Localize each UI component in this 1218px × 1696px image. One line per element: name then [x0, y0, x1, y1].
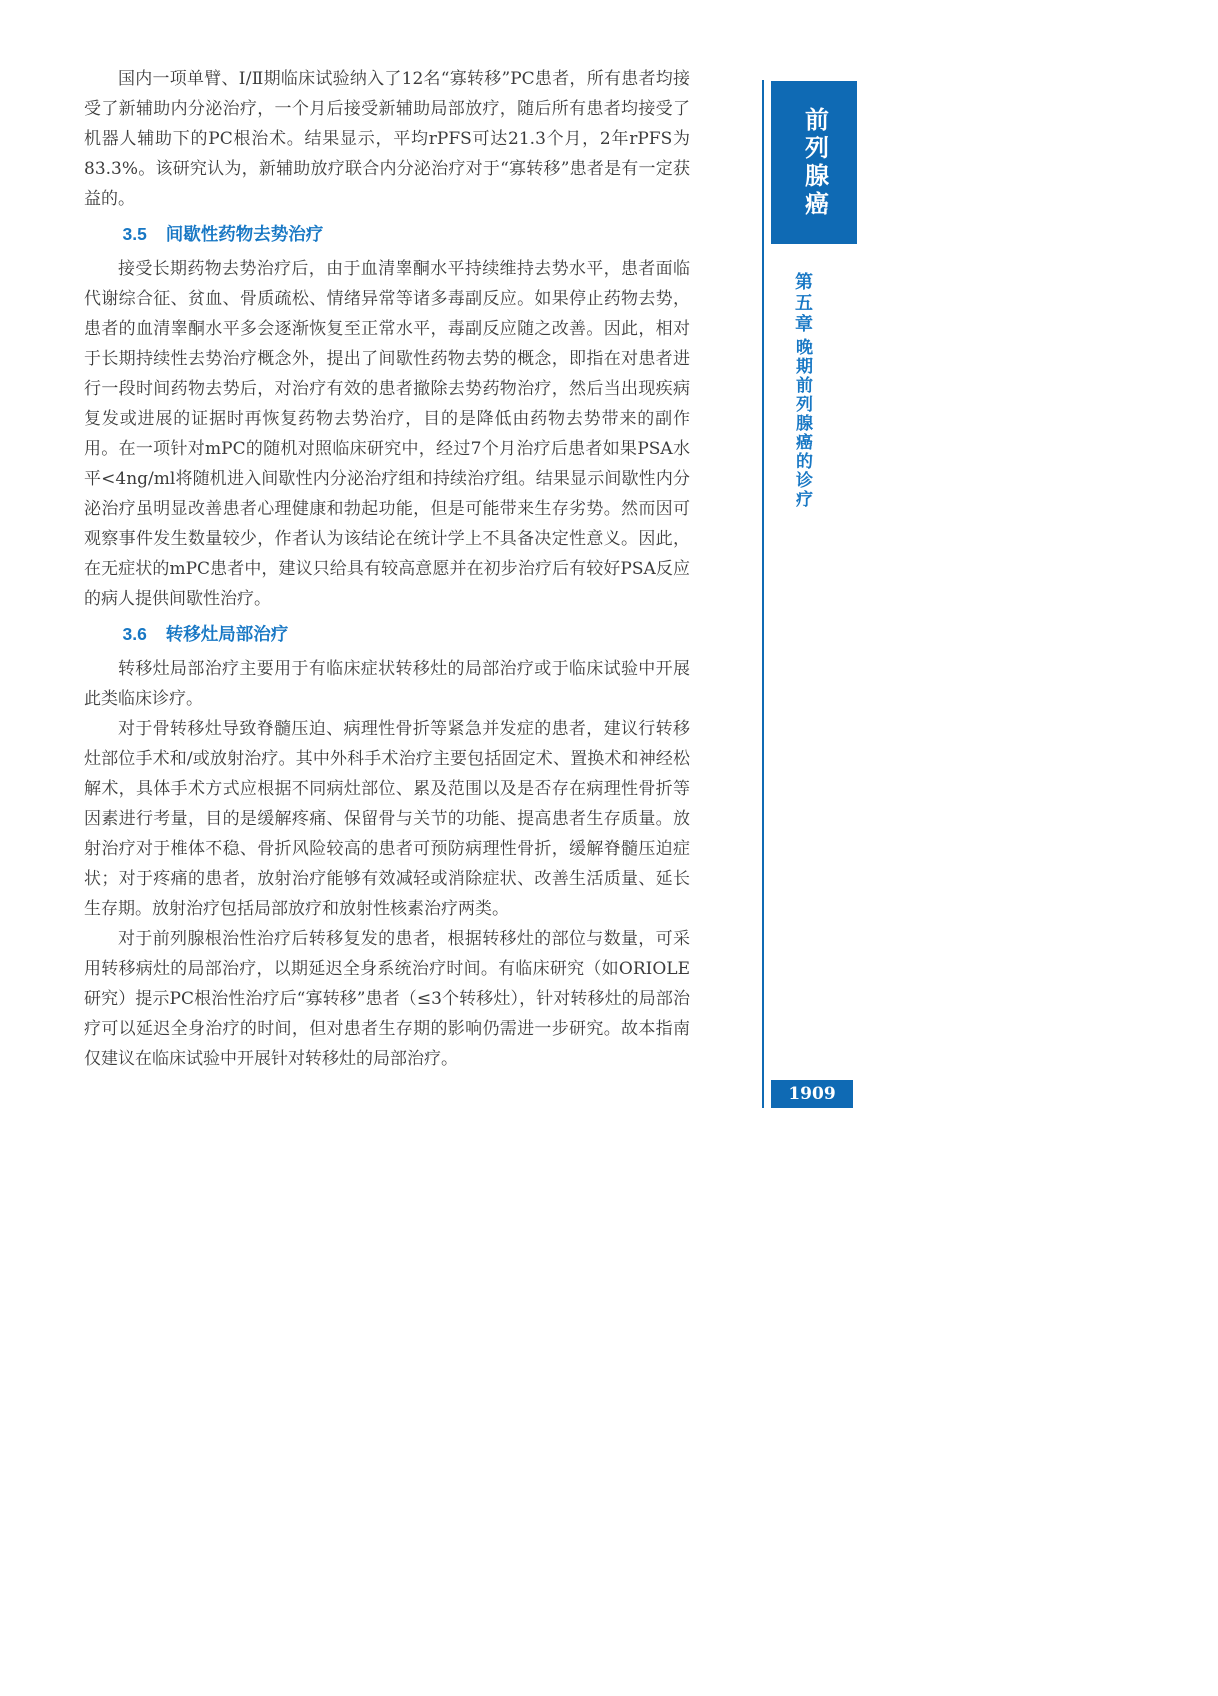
section-title: 间歇性药物去势治疗: [165, 224, 324, 244]
chapter-number-label: 第五章: [793, 272, 813, 335]
sidebar-tab-prostate-cancer: 前列腺癌: [771, 81, 857, 244]
section-title: 转移灶局部治疗: [165, 624, 289, 644]
paragraph: 对于前列腺根治性治疗后转移复发的患者，根据转移灶的部位与数量，可采用转移病灶的局部治疗，以期延迟全身系统治疗时间。有临床研究（如ORIOLE研究）提示PC根治性治疗后“寡转移”患者（≤3个转移灶），针对转移灶的局部治疗可以延迟全身治疗的时间，但对患者生存期的影响仍需进一步研究。故本指南仅建议在临床试验中开展针对转移灶的局部治疗。: [84, 929, 690, 1069]
paragraph: 接受长期药物去势治疗后，由于血清睾酮水平持续维持去势水平，患者面临代谢综合征、贫血、骨质疏松、情绪异常等诸多毒副反应。如果停止药物去势，患者的血清睾酮水平多会逐渐恢复至正常水平，毒副反应随之改善。因此，相对于长期持续性去势治疗概念外，提出了间歇性药物去势的概念，即指在对患者进行一段时间药物去势后，对治疗有效的患者撤除去势药物治疗，然后当出现疾病复发或进展的证据时再恢复药物去势治疗，目的是降低由药物去势带来的副作用。在一项针对mPC的随机对照临床研究中，经过7个月治疗后患者如果PSA水平<4ng/ml将随机进入间歇性内分泌治疗组和持续治疗组。结果显示间歇性内分泌治疗虽明显改善患者心理健康和勃起功能，但是可能带来生存劣势。然而因可观察事件发生数量较少，作者认为该结论在统计学上不具备决定性意义。因此，在无症状的mPC患者中，建议只给具有较高意愿并在初步治疗后有较好PSA反应的病人提供间歇性治疗。: [84, 259, 690, 609]
paragraph: 对于骨转移灶导致脊髓压迫、病理性骨折等紧急并发症的患者，建议行转移灶部位手术和/或放射治疗。其中外科手术治疗主要包括固定术、置换术和神经松解术，具体手术方式应根据不同病灶部位、累及范围以及是否存在病理性骨折等因素进行考量，目的是缓解疼痛、保留骨与关节的功能、提高患者生存质量。放射治疗对于椎体不稳、骨折风险较高的患者可预防病理性骨折，缓解脊髓压迫症状；对于疼痛的患者，放射治疗能够有效减轻或消除症状、改善生活质量、延长生存期。放射治疗包括局部放疗和放射性核素治疗两类。: [84, 719, 690, 919]
page-number-badge: 1909: [771, 1080, 853, 1108]
main-text-column: [84, 64, 690, 1074]
section-heading-3-5: [84, 219, 690, 249]
section-number: 3.6: [122, 624, 147, 644]
chapter-title-label: 晚期前列腺癌的诊疗: [793, 338, 812, 509]
section-number: 3.5: [122, 224, 147, 244]
section-heading-3-6: [84, 619, 690, 649]
sidebar-rule: [762, 80, 764, 1108]
paragraph: 转移灶局部治疗主要用于有临床症状转移灶的局部治疗或于临床试验中开展此类临床诊疗。: [84, 659, 690, 709]
paragraph: 国内一项单臂、Ⅰ/Ⅱ期临床试验纳入了12名“寡转移”PC患者，所有患者均接受了新辅助内分泌治疗，一个月后接受新辅助局部放疗，随后所有患者均接受了机器人辅助下的PC根治术。结果显示，平均rPFS可达21.3个月，2年rPFS为83.3%。该研究认为，新辅助放疗联合内分泌治疗对于“寡转移”患者是有一定获益的。: [84, 69, 690, 209]
